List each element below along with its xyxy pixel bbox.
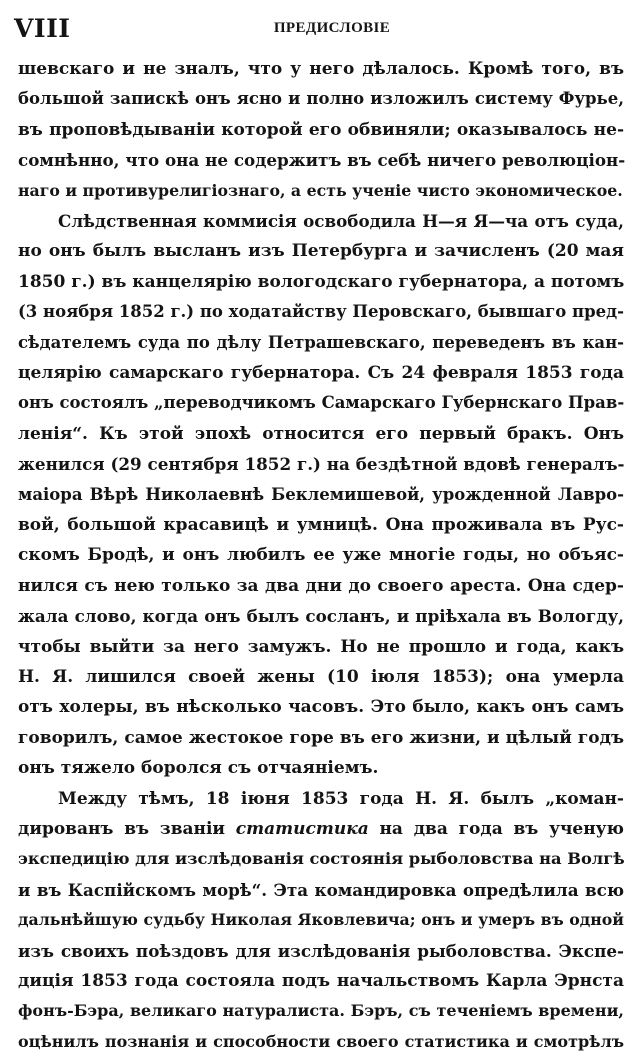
text-line: женился (29 сентября 1852 г.) на бездѣтной вдовѣ генералъ- — [18, 454, 625, 475]
text-line: наго и противурелигіознаго, а есть ученіе чисто экономическое. — [18, 180, 623, 200]
text-line: шевскаго и не зналъ, что у него дѣлалось. Кромѣ того, въ — [18, 59, 624, 79]
text-line: нился съ нею только за два дни до своего ареста. Она сдер- — [18, 575, 624, 596]
page-number: VIII — [14, 14, 71, 43]
text-line: сомнѣнно, что она не содержитъ въ себѣ ничего революціон- — [18, 150, 626, 171]
text-line: и въ Каспійскомъ морѣ“. Эта командировка опредѣлила всю — [18, 879, 624, 900]
text-line: экспедицію для изслѣдованія состоянія рыболовства на Волгѣ — [18, 849, 625, 869]
text-line: сѣдателемъ суда по дѣлу Петрашевскаго, переведенъ въ кан- — [18, 332, 624, 352]
text-line: 1850 г.) въ канцелярію вологодскаго губернатора, а потомъ — [18, 271, 625, 292]
text-line: чтобы выйти за него замужъ. Но не прошло и года, какъ — [18, 636, 624, 657]
text-line: целярію самарскаго губернатора. Съ 24 февраля 1853 года — [18, 363, 624, 383]
text-line: дированъ въ званіи статистика на два года въ ученую — [18, 819, 624, 839]
emphasized-word: статистика — [235, 819, 369, 839]
text-line: скомъ Бродѣ, и онъ любилъ ее уже многіе годы, но объяс- — [18, 545, 624, 566]
text-line: маіора Вѣрѣ Николаевнѣ Беклемишевой, урожденной Лавро- — [18, 484, 624, 504]
running-title: ПРЕДИСЛОВІЕ — [273, 20, 391, 36]
text-line: дальнѣйшую судьбу Николая Яковлевича; онъ и умеръ въ одной — [18, 910, 624, 930]
text-line: фонъ-Бэра, великаго натуралиста. Бэръ, съ теченіемъ времени, — [18, 1001, 624, 1021]
text-line: большой запискѣ онъ ясно и полно изложилъ систему Фурье, — [18, 89, 624, 109]
text-line: ленія“. Къ этой эпохѣ относится его первый бракъ. Онъ — [18, 423, 624, 444]
page-header — [14, 14, 630, 48]
text-line: но онъ былъ высланъ изъ Петербурга и зачисленъ (20 мая — [18, 241, 624, 262]
text-line: жала слово, когда онъ былъ сосланъ, и пріѣхала въ Вологду, — [18, 606, 624, 627]
text-line: онъ состоялъ „переводчикомъ Самарскаго Губернскаго Прав- — [18, 393, 625, 413]
text-line: вой, большой красавицѣ и умницѣ. Она проживала въ Рус- — [18, 515, 624, 535]
text-line: изъ своихъ поѣздовъ для изслѣдованія рыболовства. Экспе- — [18, 940, 624, 961]
text-line: диція 1853 года состояла подъ начальствомъ Карла Эрнста — [18, 971, 624, 991]
text-line: говорилъ, самое жестокое горе въ его жизни, и цѣлый годъ — [18, 727, 624, 748]
text-line: Слѣдственная коммисія освободила Н—я Я—ча отъ суда, — [58, 211, 624, 231]
text-line: Н. Я. лишился своей жены (10 іюля 1853); она умерла — [18, 667, 624, 687]
text-line: Между тѣмъ, 18 іюня 1853 года Н. Я. былъ „коман- — [58, 788, 624, 809]
text-line: отъ холеры, въ нѣсколько часовъ. Это было, какъ онъ самъ — [18, 697, 624, 718]
text-line: оцѣнилъ познанія и способности своего статистика и смотрѣлъ — [18, 1031, 624, 1051]
text-line: онъ тяжело боролся съ отчаяніемъ. — [18, 758, 379, 779]
text-line: (3 ноября 1852 г.) по ходатайству Перовскаго, бывшаго пред- — [18, 302, 625, 322]
text-line: въ проповѣдываніи которой его обвиняли; оказывалось не- — [18, 119, 624, 140]
